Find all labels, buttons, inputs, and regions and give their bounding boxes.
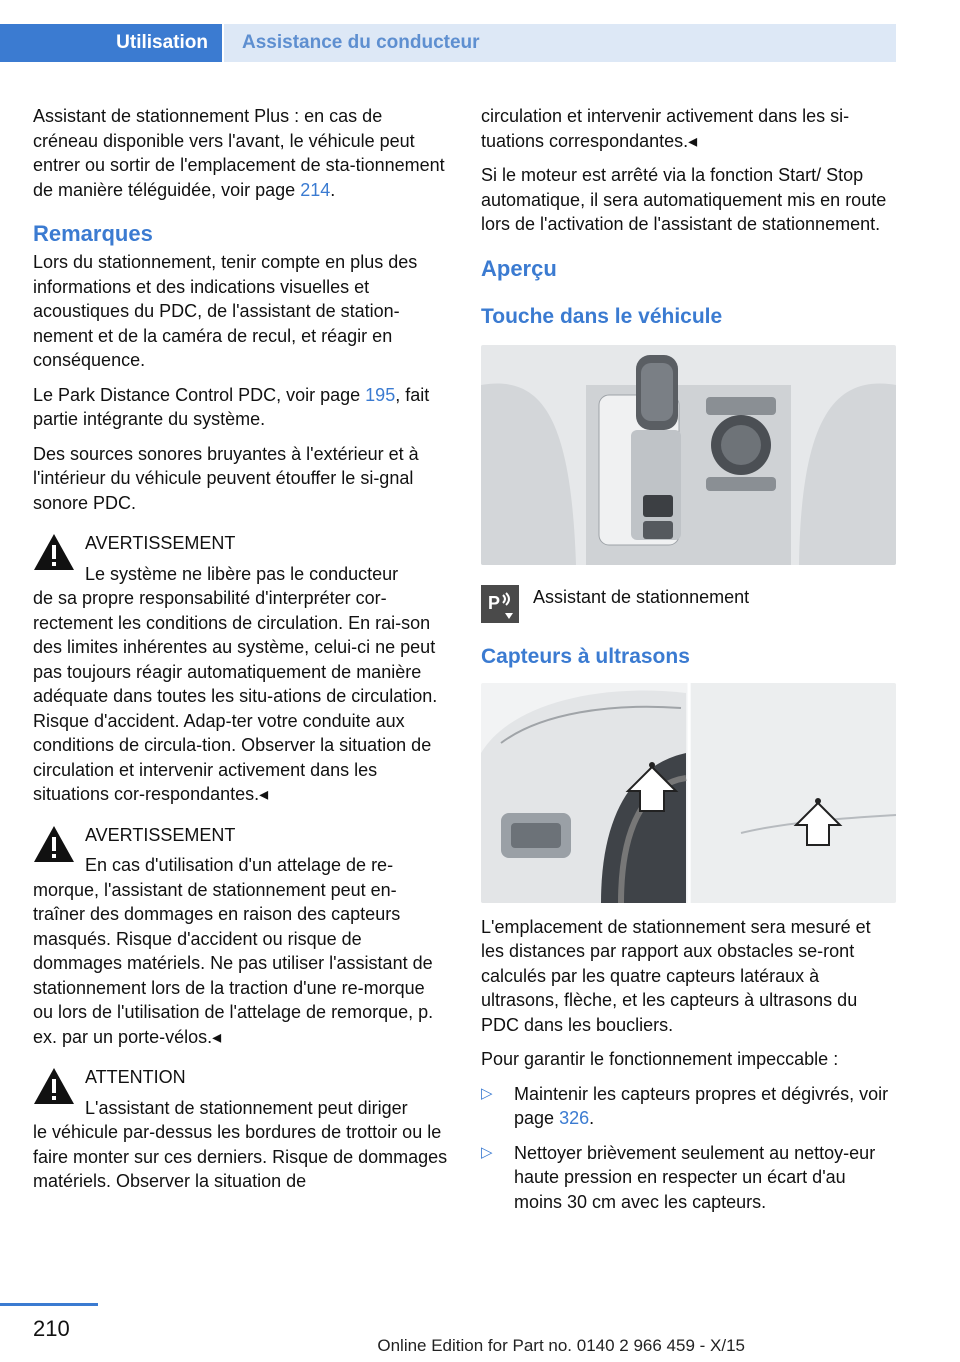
center-console-image bbox=[481, 345, 896, 565]
warning-2-first-line: En cas d'utilisation d'un attelage de re- bbox=[85, 855, 394, 875]
caution-body bbox=[33, 1096, 448, 1194]
warning-1-title: AVERTISSEMENT bbox=[85, 533, 236, 553]
remarks-p2-text: Le Park Distance Control PDC, voir page bbox=[33, 384, 361, 405]
page-number: 210 bbox=[33, 1316, 70, 1341]
overview-heading: Aperçu bbox=[481, 255, 557, 281]
center-console-illustration bbox=[481, 345, 896, 565]
page-link-326[interactable]: 326 bbox=[559, 1108, 590, 1128]
continued-paragraph: circulation et intervenir activement dans les si-tuations correspondantes.◂ bbox=[481, 106, 850, 151]
left-column bbox=[33, 104, 448, 1194]
car-sensors-illustration bbox=[481, 683, 896, 903]
list-item-2-text: Nettoyer brièvement seulement au nettoy-eur haute pression en respecter un écart d'au moins 30 cm avec les capteurs. bbox=[514, 1142, 876, 1212]
remarks-p2-post: , fait partie intégrante du système. bbox=[33, 384, 430, 429]
button-heading: Touche dans le véhicule bbox=[481, 304, 723, 328]
warning-2-rest: morque, l'assistant de stationnement peut en-traîner des dommages en raison des capteurs masqués. Risque d'accident ou risque de dommages matériels. Ne pas utiliser l'assistant de stationnement lors de la traction d'une re-morque ou lors de l'utilisation de l'attelage de remorque, p. ex. par un porte-vélos.◂ bbox=[33, 879, 434, 1047]
warning-1-body bbox=[33, 562, 448, 807]
list-item-1-text: Maintenir les capteurs propres et dégivrés, voir page bbox=[514, 1083, 889, 1128]
parking-assistant-caption: Assistant de stationnement bbox=[533, 586, 750, 607]
warning-triangle-icon bbox=[33, 1067, 75, 1105]
intro-text: Assistant de stationnement Plus : en cas de créneau disponible vers l'avant, le véhicule peut entrer ou sortir de l'emplacement de sta-tionnement de manière téléguidée, voir page bbox=[33, 106, 445, 200]
startstop-paragraph: Si le moteur est arrêté via la fonction Start/ Stop automatique, il sera automatiquement mis en route lors de l'activation de l'assistant de stationnement. bbox=[481, 165, 887, 234]
sensors-paragraph: L'emplacement de stationnement sera mesuré et les distances par rapport aux obstacles se-ront calculés par les quatre capteurs latéraux à ultrasons, flèche, et les capteurs à ultrasons du PDC dans les boucliers. bbox=[481, 916, 871, 1035]
warning-2-title: AVERTISSEMENT bbox=[85, 824, 236, 845]
edition-footer: Online Edition for Part no. 0140 2 966 459 - X/15 bbox=[377, 1336, 745, 1355]
function-intro: Pour garantir le fonctionnement impeccable : bbox=[481, 1049, 839, 1069]
warning-2-body bbox=[33, 853, 448, 1049]
list-triangle-icon: ▷ bbox=[481, 1084, 493, 1102]
remarks-paragraph-3: Des sources sonores bruyantes à l'extérieur et à l'intérieur du véhicule peuvent étouffer le si-gnal sonore PDC. bbox=[33, 443, 419, 513]
intro-paragraph: Assistant de stationnement Plus : en cas de créneau disponible vers l'avant, le véhicule peut entrer ou sortir de l'emplacement de sta-tionnement de manière téléguidée, voir page 214. bbox=[33, 106, 445, 200]
right-column bbox=[481, 104, 896, 1224]
list-item-1-post: . bbox=[589, 1108, 595, 1128]
parking-assistant-caption-row bbox=[481, 585, 896, 623]
caution-title: ATTENTION bbox=[85, 1067, 186, 1087]
caution-first-line: L'assistant de stationnement peut diriger bbox=[85, 1097, 408, 1118]
remarks-heading: Remarques bbox=[33, 221, 153, 246]
ultrasonic-sensors-image bbox=[481, 683, 896, 903]
list-triangle-icon: ▷ bbox=[481, 1143, 493, 1161]
maintenance-list bbox=[481, 1082, 896, 1215]
warning-triangle-icon bbox=[33, 825, 75, 863]
caution-rest: le véhicule par-dessus les bordures de trottoir ou le faire monter sur ces derniers. Risque de dommages matériels. Observer la situation de bbox=[33, 1122, 448, 1191]
page-link-214[interactable]: 214 bbox=[300, 179, 331, 200]
svg-text:P: P bbox=[488, 592, 501, 613]
warning-triangle-icon bbox=[33, 533, 75, 571]
parking-assistant-icon[interactable] bbox=[481, 585, 519, 623]
warning-block-2 bbox=[33, 823, 448, 1050]
tab-assistance-du-conducteur[interactable] bbox=[224, 24, 896, 62]
warning-1-first-line: Le système ne libère pas le conducteur bbox=[85, 563, 399, 584]
warning-block-1 bbox=[33, 531, 448, 807]
remarks-paragraph-2 bbox=[33, 383, 448, 432]
list-item bbox=[481, 1082, 896, 1131]
warning-1-rest: de sa propre responsabilité d'interpréter cor-rectement les conditions de circulation. En rai-son des limites inhérentes au système, celui-ci ne peut pas toujours réagir automatiquement de manière adéquate dans toutes les situ-ations de circulation. Risque d'accident. Adap-ter votre conduite aux conditions de circula-tion. Observer la situation de circulation et intervenir activement dans les situations cor-respondantes.◂ bbox=[33, 588, 438, 804]
list-item bbox=[481, 1141, 896, 1215]
tab-assistance-label: Assistance du conducteur bbox=[242, 32, 480, 53]
footer-rule bbox=[0, 1303, 98, 1306]
tab-utilisation-label: Utilisation bbox=[116, 32, 208, 53]
sensors-heading: Capteurs à ultrasons bbox=[481, 644, 690, 668]
caution-block bbox=[33, 1065, 448, 1194]
page-link-195[interactable]: 195 bbox=[365, 384, 396, 405]
tab-utilisation[interactable] bbox=[0, 24, 222, 62]
remarks-paragraph-1: Lors du stationnement, tenir compte en plus des informations et des indications visuelles et acoustiques du PDC, de l'assistant de station-nement et de la caméra de recul, et réagir en conséquence. bbox=[33, 252, 418, 370]
